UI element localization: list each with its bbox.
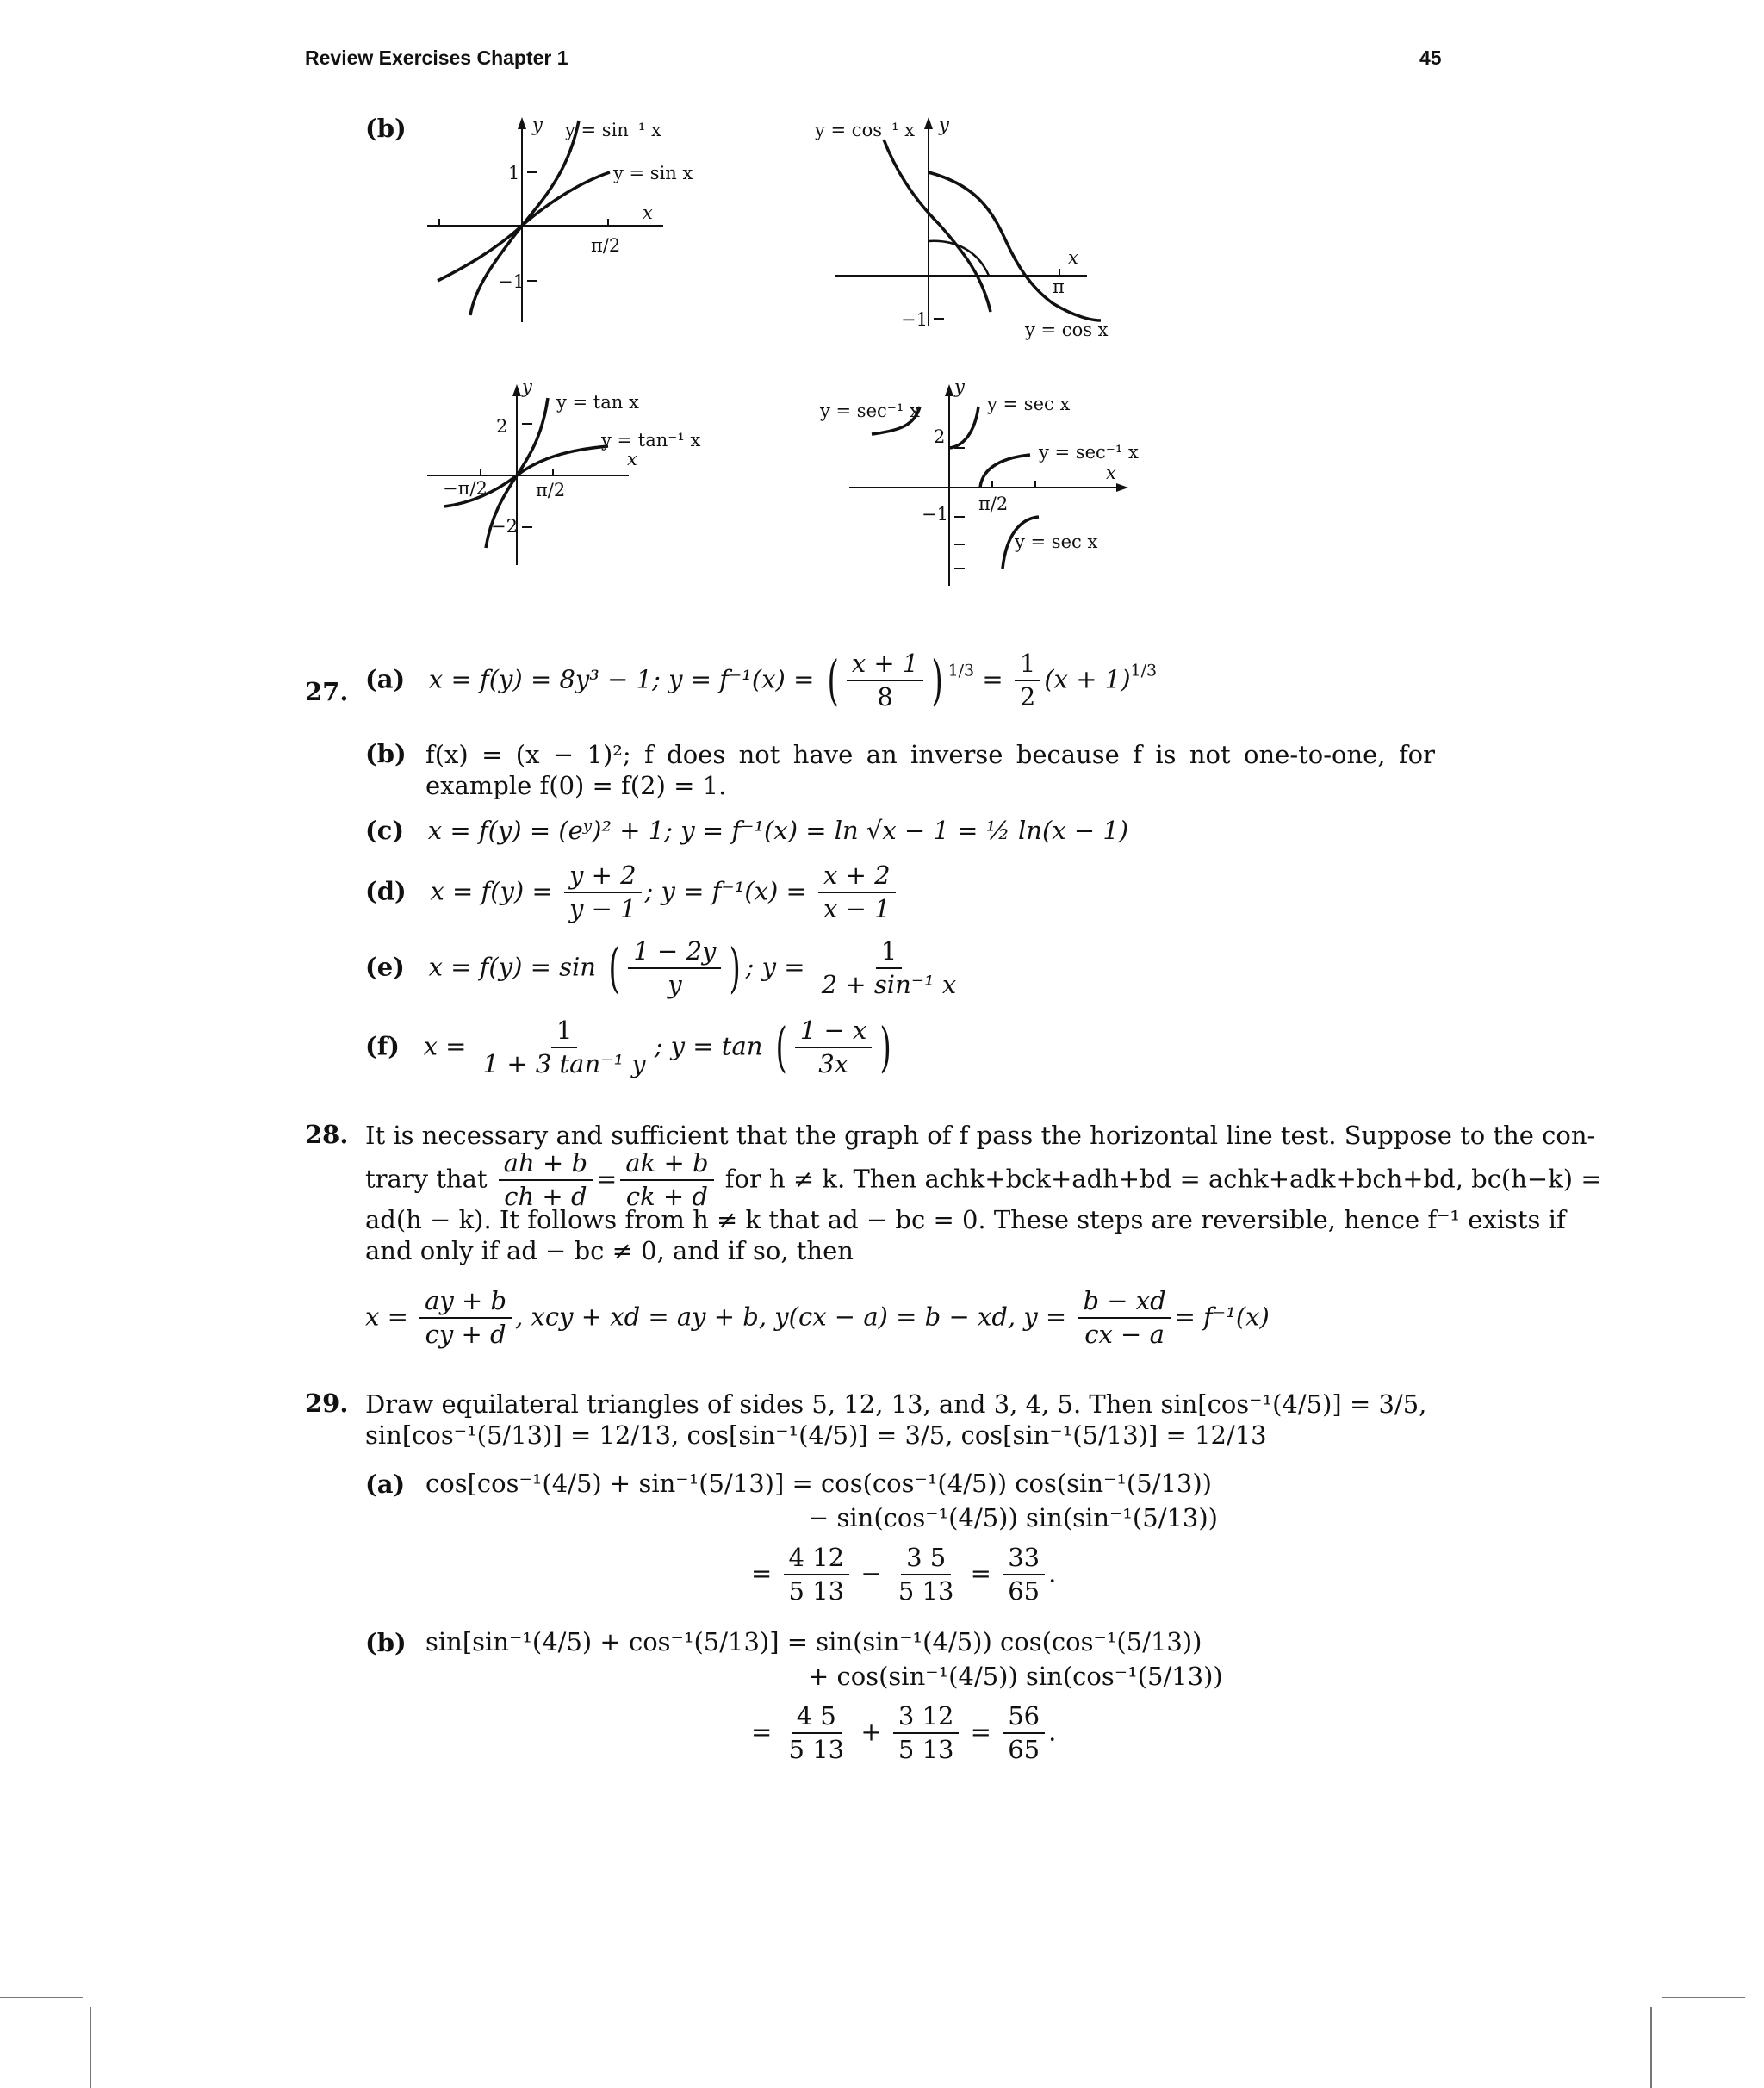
p27f-den-2: 3x [818, 1049, 849, 1079]
p27a-expr-3: (x + 1) [1044, 664, 1131, 694]
g2-arccos-label: y = cos⁻¹ x [815, 120, 916, 140]
g4-arcsec-right-label: y = sec⁻¹ x [1039, 442, 1139, 463]
g3-tan-label: y = tan x [556, 392, 639, 413]
p29a-label: (a) [365, 1470, 406, 1499]
p27e-num-2: 1 [876, 937, 902, 969]
p27f-expr-2: ; y = tan [654, 1031, 763, 1061]
problem-27d [365, 861, 899, 924]
g3-tick-pi2: π/2 [536, 480, 566, 500]
g4-sec-upper-label: y = sec x [987, 394, 1071, 414]
g4-x-label: x [1106, 463, 1116, 483]
p27a-expr-1: x = f(y) = 8y³ − 1; y = f⁻¹(x) = [428, 664, 815, 694]
p29b-op: + [860, 1717, 882, 1747]
p28-eq: = [596, 1164, 618, 1194]
p28-trary-that: trary that [365, 1164, 488, 1194]
problem-27a: (a) x = f(y) = 8y³ − 1; y = f⁻¹(x) = ( $\frac{x + 1}{8}$ ) $^{1/3}$ = $\frac{1}{2}$ $(x + 1)^{1/3}$ [365, 649, 1158, 712]
p28-eq-middle: , xcy + xd = ay + b, y(cx − a) = b − xd, y = [515, 1302, 1067, 1332]
g1-arcsin-label: y = sin⁻¹ x [565, 120, 662, 140]
p27a-half-den: 2 [1019, 682, 1036, 712]
p27e-den-2: 2 + sin⁻¹ x [821, 970, 957, 1000]
p28-equation [365, 1287, 1270, 1350]
p27f-den-1: 1 + 3 tan⁻¹ y [482, 1049, 646, 1079]
p27a-exp-2: 1/3 [1130, 661, 1158, 680]
p27d-den-2: x − 1 [823, 894, 891, 924]
p27e-label: (e) [365, 952, 405, 982]
p27a-label: (a) [365, 664, 406, 694]
p29a-op: − [860, 1558, 882, 1588]
p27f-expr-1: x = [423, 1031, 467, 1061]
p29b-den-2: 5 13 [898, 1735, 954, 1765]
p29b-eq-2: = [970, 1717, 991, 1747]
p27f-num-1: 1 [551, 1016, 577, 1048]
inverse-trig-graphs-figure [0, 0, 1764, 620]
crop-mark-right-v [1650, 2007, 1652, 2088]
g3-y-label: y [522, 376, 532, 397]
p27a-eq: = [982, 664, 1003, 694]
problem-27c [365, 817, 1128, 845]
p28-frac-den-2: ck + d [625, 1182, 708, 1212]
p29-line-2: sin[cos⁻¹(5/13)] = 12/13, cos[sin⁻¹(4/5)] = 3/5, cos[sin⁻¹(5/13)] = 12/13 [365, 1420, 1267, 1450]
p29b-den-1: 5 13 [788, 1735, 845, 1765]
arcsin-x-curve [470, 121, 579, 315]
p29a-line-3 [751, 1544, 1056, 1606]
p28-line-2 [365, 1149, 1602, 1212]
g3-arctan-label: y = tan⁻¹ x [601, 430, 701, 451]
g1-tick-one: 1 [508, 163, 520, 183]
p27d-num-2: x + 2 [818, 861, 896, 893]
p29b-label: (b) [365, 1628, 407, 1657]
p27e-num-1: 1 − 2y [628, 937, 721, 969]
g2-y-label: y [939, 115, 949, 135]
g4-tick-two: 2 [934, 426, 946, 447]
p29a-den-1: 5 13 [788, 1576, 845, 1606]
g1-x-label: x [643, 202, 653, 223]
g4-tick-pi2: π/2 [978, 494, 1009, 514]
p27f-num-2: 1 − x [795, 1016, 873, 1048]
p29b-num-2: 3 12 [893, 1702, 960, 1734]
figure-b-label: (b) [365, 114, 407, 143]
arccos-x-curve [884, 140, 991, 312]
g4-arcsec-left-label: y = sec⁻¹ x [820, 401, 920, 421]
p29a-eq-1: = [751, 1558, 773, 1588]
g3-tick-neg-two: −2 [491, 516, 518, 537]
p28-eq-x: x = [365, 1302, 408, 1332]
g1-sin-label: y = sin x [613, 163, 693, 183]
p28-line-3: ad(h − k). It follows from h ≠ k that ad − bc = 0. These steps are reversible, hence f⁻¹ exists if [365, 1205, 1566, 1234]
g3-x-label: x [627, 449, 637, 469]
p28-frac-den-1: ch + d [504, 1182, 587, 1212]
page-number: 45 [1419, 47, 1442, 69]
g1-y-label: y [532, 115, 543, 135]
p27d-expr-2: ; y = f⁻¹(x) = [644, 876, 807, 906]
p27c-text: x = f(y) = (eʸ)² + 1; y = f⁻¹(x) = ln √x − 1 = ½ ln(x − 1) [427, 816, 1129, 845]
g4-y-label: y [954, 376, 965, 397]
g2-cos-label: y = cos x [1025, 320, 1109, 340]
p27a-exp: 1/3 [947, 661, 975, 680]
crop-mark-right-h [1662, 1997, 1745, 1998]
p28-line-1: It is necessary and sufficient that the graph of f pass the horizontal line test. Suppose to the con- [365, 1121, 1596, 1150]
p28-frac-num-2: ak + b [620, 1149, 713, 1181]
p27e-den-1: y [668, 970, 682, 1000]
problem-28-number: 28. [305, 1120, 349, 1149]
p29a-line-1: cos[cos⁻¹(4/5) + sin⁻¹(5/13)] = cos(cos⁻¹(4/5)) cos(sin⁻¹(5/13)) [425, 1469, 1212, 1498]
p29-line-1: Draw equilateral triangles of sides 5, 12, 13, and 3, 4, 5. Then sin[cos⁻¹(4/5)] = 3/5, [365, 1389, 1427, 1419]
p29a-num-3: 33 [1003, 1544, 1045, 1575]
crop-mark-left-v [90, 2007, 91, 2088]
p28-eq-den-2: cx − a [1084, 1320, 1165, 1350]
g3-tick-two: 2 [496, 416, 508, 437]
g4-tick-neg-one: −1 [922, 504, 948, 525]
p29b-line-2: + cos(sin⁻¹(4/5)) sin(cos⁻¹(5/13)) [808, 1662, 1223, 1691]
arcsec-right-curve [980, 455, 1030, 488]
p27e-expr-2: ; y = [745, 952, 805, 982]
g1-tick-pi2: π/2 [591, 235, 621, 256]
p29b-period: . [1048, 1717, 1057, 1747]
cos-x-curve [929, 172, 1101, 320]
p29a-line-2: − sin(cos⁻¹(4/5)) sin(sin⁻¹(5/13)) [808, 1503, 1218, 1532]
p29a-num-2: 3 5 [901, 1544, 951, 1575]
p29a-den-2: 5 13 [898, 1576, 954, 1606]
p29b-eq-1: = [751, 1717, 773, 1747]
p27a-frac-num: x + 1 [847, 649, 924, 681]
problem-29-number: 29. [305, 1389, 349, 1418]
g2-x-label: x [1068, 247, 1078, 268]
graph-sin-arcsin [427, 117, 663, 322]
p29b-den-3: 65 [1008, 1735, 1040, 1765]
p27d-expr-1: x = f(y) = [430, 876, 553, 906]
problem-27-number: 27. [305, 677, 349, 706]
p28-line-2-rest: for h ≠ k. Then achk+bck+adh+bd = achk+adk+bch+bd, bc(h−k) = [724, 1164, 1602, 1194]
p29b-num-3: 56 [1003, 1702, 1045, 1734]
p28-frac-num-1: ah + b [499, 1149, 593, 1181]
g2-tick-pi: π [1053, 277, 1065, 297]
p27d-num-1: y + 2 [564, 861, 642, 893]
p27d-label: (d) [365, 876, 407, 906]
running-header-title: Review Exercises Chapter 1 [305, 47, 568, 69]
cos-arc-detail [929, 241, 989, 276]
g1-tick-neg-one: −1 [498, 271, 525, 292]
p27a-frac-den: 8 [877, 682, 893, 712]
g4-sec-lower-label: y = sec x [1015, 531, 1098, 552]
p27e-expr-1: x = f(y) = sin [428, 952, 596, 982]
p29a-num-1: 4 12 [784, 1544, 850, 1575]
p28-eq-num-2: b − xd [1078, 1287, 1171, 1319]
sec-x-upper-curve [949, 407, 978, 448]
crop-mark-left-h [0, 1997, 83, 1998]
p28-eq-num-1: ay + b [419, 1287, 512, 1319]
p29b-line-1: sin[sin⁻¹(4/5) + cos⁻¹(5/13)] = sin(sin⁻¹(4/5)) cos(cos⁻¹(5/13)) [425, 1627, 1202, 1656]
p27b-label: (b) [365, 739, 407, 768]
p27a-half-num: 1 [1015, 649, 1040, 681]
p27b-text: f(x) = (x − 1)²; f does not have an inverse because f is not one-to-one, for example f(0) = f(2) = 1. [425, 740, 1435, 800]
p27f-label: (f) [365, 1031, 400, 1061]
p29a-period: . [1048, 1558, 1057, 1588]
p27d-den-1: y − 1 [568, 894, 637, 924]
p28-eq-den-1: cy + d [425, 1320, 506, 1350]
p27c-label: (c) [365, 816, 405, 845]
p29a-eq-2: = [970, 1558, 991, 1588]
problem-27f: (f) x = $\frac{1}{\text{1 + 3 tan⁻¹ y}}$ ; y = tan ( $\frac{1 - x}{3x}$ ) [365, 1016, 892, 1079]
problem-27e: (e) x = f(y) = sin ( $\frac{1 - 2y}{y}$ ) ; y = $\frac{1}{\text{2 + sin⁻¹ x}}$ [365, 937, 965, 1000]
p29b-num-1: 4 5 [792, 1702, 842, 1734]
p28-eq-end: = f⁻¹(x) [1174, 1302, 1270, 1332]
g3-tick-neg-pi2: −π/2 [443, 478, 488, 499]
p28-line-4: and only if ad − bc ≠ 0, and if so, then [365, 1236, 854, 1265]
p29a-den-3: 65 [1008, 1576, 1040, 1606]
p29b-line-3 [751, 1702, 1056, 1765]
g2-tick-neg-one: −1 [901, 309, 928, 330]
